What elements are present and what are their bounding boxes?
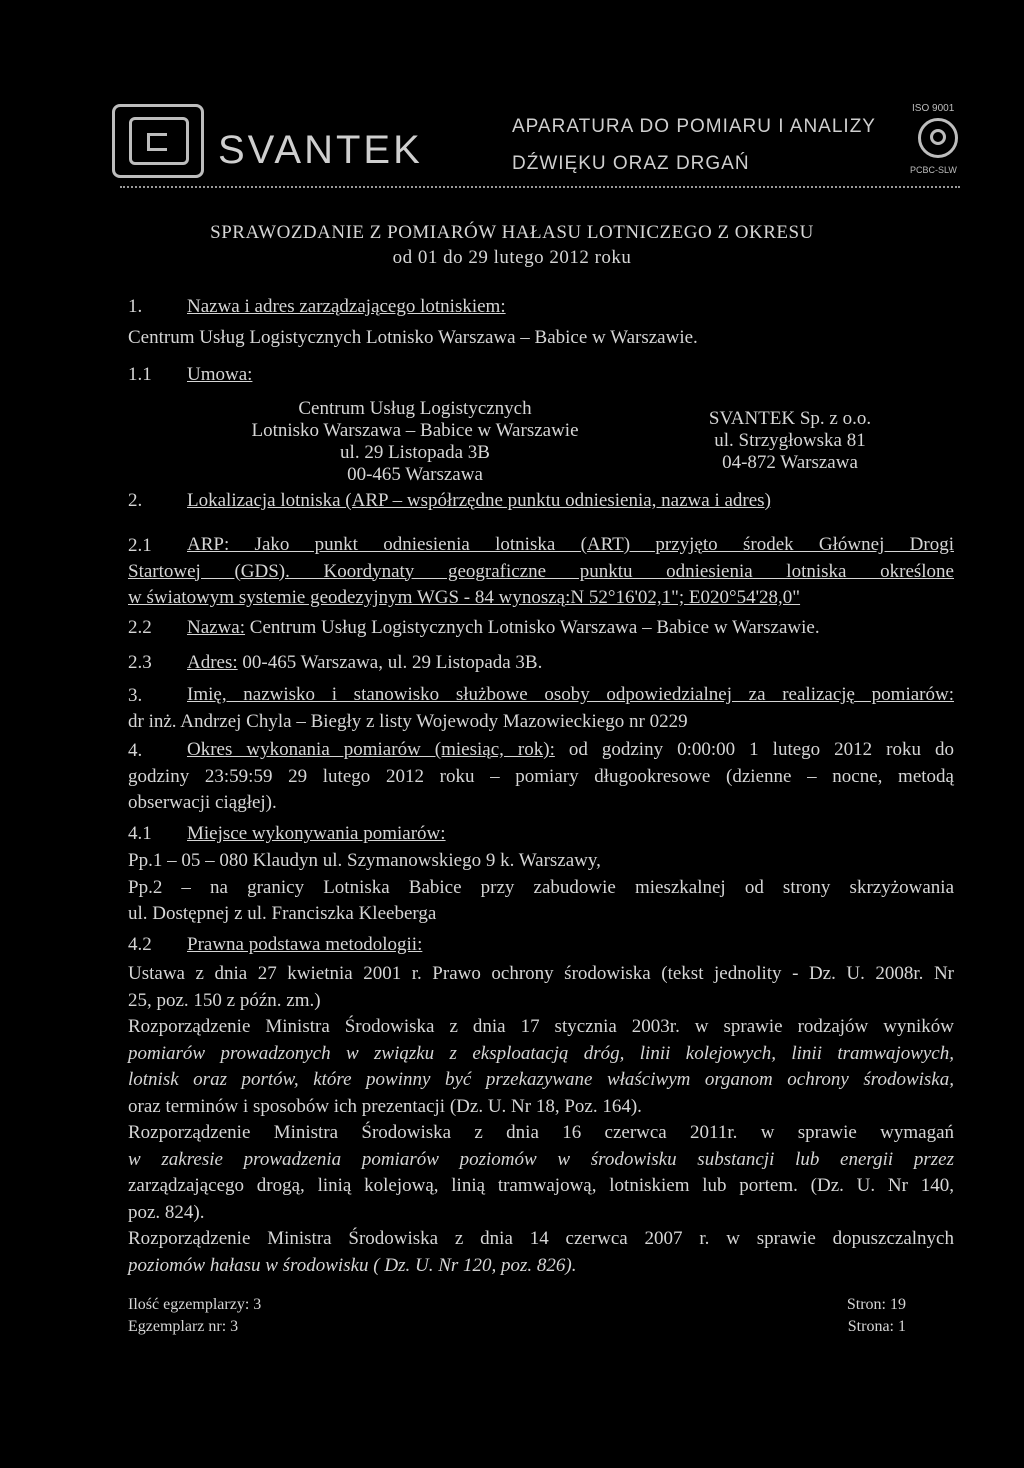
party-left-line: ul. 29 Listopada 3B bbox=[340, 442, 490, 463]
brand-name: SVANTEK bbox=[218, 128, 423, 172]
period-heading: Okres wykonania pomiarów (miesiąc, rok): bbox=[187, 739, 555, 760]
paragraph-line: zarządzającego drogą, linią kolejową, linią tramwajową, lotniskiem lub portem. (Dz. U. Nr 140, bbox=[128, 1175, 954, 1196]
paragraph-line: Rozporządzenie Ministra Środowiska z dnia 14 czerwca 2007 r. w sprawie dopuszczalnych bbox=[128, 1228, 954, 1249]
section-2-1-text bbox=[128, 532, 954, 612]
report-period: od 01 do 29 lutego 2012 roku bbox=[392, 247, 632, 268]
report-title: SPRAWOZDANIE Z POMIARÓW HAŁASU LOTNICZEGO Z OKRESU bbox=[210, 222, 814, 243]
paragraph-line: w światowym systemie geodezyjnym WGS - 84 wynoszą:N 52°16'02,1"; E020°54'28,0" bbox=[128, 587, 801, 608]
page-total: Stron: 19 bbox=[846, 1296, 906, 1313]
paragraph-line: ARP: Jako punkt odniesienia lotniska (ART) przyjęto środek Głównej Drogi bbox=[187, 534, 954, 555]
paragraph-line: Rozporządzenie Ministra Środowiska z dnia 16 czerwca 2011r. w sprawie wymagań bbox=[128, 1122, 954, 1143]
tagline-line-2: DŹWIĘKU ORAZ DRGAŃ bbox=[512, 153, 750, 174]
page-number: Strona: 1 bbox=[847, 1318, 906, 1335]
paragraph-line: oraz terminów i sposobów ich prezentacji (Dz. U. Nr 18, Poz. 164). bbox=[128, 1095, 642, 1117]
paragraph-line: Rozporządzenie Ministra Środowiska z dnia 17 stycznia 2003r. w sprawie rodzajów wyników bbox=[128, 1016, 954, 1037]
section-1-1-heading: Umowa: bbox=[187, 364, 253, 385]
name-label: Nazwa: bbox=[187, 617, 246, 638]
tagline-line-1: APARATURA DO POMIARU I ANALIZY bbox=[512, 116, 876, 137]
paragraph-line: poz. 824). bbox=[128, 1201, 205, 1223]
section-4-2-heading: Prawna podstawa metodologii: bbox=[187, 934, 423, 955]
section-4-2-text bbox=[128, 961, 954, 1279]
party-left-line: Lotnisko Warszawa – Babice w Warszawie bbox=[251, 420, 579, 441]
responsible-person: dr inż. Andrzej Chyla – Biegły z listy Wojewody Mazowieckiego nr 0229 bbox=[128, 710, 688, 732]
iso-label: ISO 9001 bbox=[912, 103, 955, 114]
paragraph-line: lotnisk oraz portów, które powinny być przekazywane właściwym organom ochrony środowiska, bbox=[128, 1069, 954, 1090]
section-3-number: 3. bbox=[128, 685, 143, 706]
paragraph-line: 25, poz. 150 z późn. zm.) bbox=[128, 989, 321, 1011]
responsible-person-heading: Imię, nazwisko i stanowisko służbowe osoby odpowiedzialnej za realizację pomiarów: bbox=[187, 684, 954, 705]
section-1-number: 1. bbox=[128, 296, 143, 317]
party-right-line: ul. Strzygłowska 81 bbox=[714, 430, 866, 451]
section-3-text bbox=[128, 682, 954, 735]
section-4-1-number: 4.1 bbox=[128, 823, 152, 844]
paragraph-line: poziomów hałasu w środowisku ( Dz. U. Nr 120, poz. 826). bbox=[128, 1254, 577, 1276]
section-4-2-number: 4.2 bbox=[128, 934, 152, 955]
paragraph-line: Startowej (GDS). Koordynaty geograficzne punktu odniesienia lotniska określone bbox=[128, 560, 954, 582]
section-4-1-heading: Miejsce wykonywania pomiarów: bbox=[187, 823, 446, 844]
paragraph-line: pomiarów prowadzonych w związku z eksploatacją dróg, linii kolejowych, linii tramwajowych, bbox=[128, 1042, 954, 1064]
copies-count: Ilość egzemplarzy: 3 bbox=[128, 1296, 262, 1313]
section-2-3-number: 2.3 bbox=[128, 652, 152, 673]
iso-seal-icon bbox=[918, 118, 958, 158]
header-divider bbox=[120, 186, 960, 188]
paragraph-line: Pp.2 – na granicy Lotniska Babice przy zabudowie mieszkalnej od strony skrzyżowania bbox=[128, 876, 954, 898]
period-value: od godziny 0:00:00 1 lutego 2012 roku do bbox=[554, 739, 954, 760]
section-2-number: 2. bbox=[128, 490, 143, 511]
contract-party-left bbox=[240, 398, 590, 486]
party-right-line: SVANTEK Sp. z o.o. bbox=[708, 408, 872, 429]
party-right-line: 04-872 Warszawa bbox=[722, 452, 858, 473]
paragraph-line: ul. Dostępnej z ul. Franciszka Kleeberga bbox=[128, 903, 437, 924]
paragraph-line: obserwacji ciągłej). bbox=[128, 792, 277, 813]
party-left-line: 00-465 Warszawa bbox=[347, 464, 483, 485]
section-2-2-line bbox=[187, 617, 820, 639]
section-4-text bbox=[128, 737, 954, 817]
name-value: Centrum Usług Logistycznych Lotnisko Warszawa – Babice w Warszawie. bbox=[245, 617, 820, 638]
paragraph-line: Ustawa z dnia 27 kwietnia 2001 r. Prawo ochrony środowiska (tekst jednolity - Dz. U. 2008r. Nr bbox=[128, 963, 954, 984]
paragraph-line: w zakresie prowadzenia pomiarów poziomów w środowisku substancji lub energii przez bbox=[128, 1148, 954, 1170]
section-1-heading: Nazwa i adres zarządzającego lotniskiem: bbox=[187, 296, 506, 317]
section-1-text: Centrum Usług Logistycznych Lotnisko Warszawa – Babice w Warszawie. bbox=[128, 327, 698, 348]
section-2-1-number: 2.1 bbox=[128, 535, 152, 556]
contract-party-right bbox=[680, 408, 900, 474]
party-left-line: Centrum Usług Logistycznych bbox=[298, 398, 532, 419]
svantek-logo-icon bbox=[112, 104, 204, 178]
section-1-1-number: 1.1 bbox=[128, 364, 152, 385]
paragraph-line bbox=[128, 737, 954, 764]
paragraph-line: Pp.1 – 05 – 080 Klaudyn ul. Szymanowskiego 9 k. Warszawy, bbox=[128, 850, 601, 871]
section-2-2-number: 2.2 bbox=[128, 617, 152, 638]
section-4-1-text bbox=[128, 848, 954, 928]
address-value: 00-465 Warszawa, ul. 29 Listopada 3B. bbox=[237, 652, 543, 673]
address-label: Adres: bbox=[187, 652, 238, 673]
section-2-3-line bbox=[187, 652, 542, 674]
copy-number: Egzemplarz nr: 3 bbox=[128, 1318, 239, 1335]
iso-cert-label: PCBC-SLW bbox=[910, 165, 957, 175]
section-4-number: 4. bbox=[128, 740, 143, 761]
paragraph-line: godziny 23:59:59 29 lutego 2012 roku – pomiary długookresowe (dzienne – nocne, metodą bbox=[128, 765, 954, 787]
section-2-heading: Lokalizacja lotniska (ARP – współrzędne punktu odniesienia, nazwa i adres) bbox=[187, 490, 771, 511]
